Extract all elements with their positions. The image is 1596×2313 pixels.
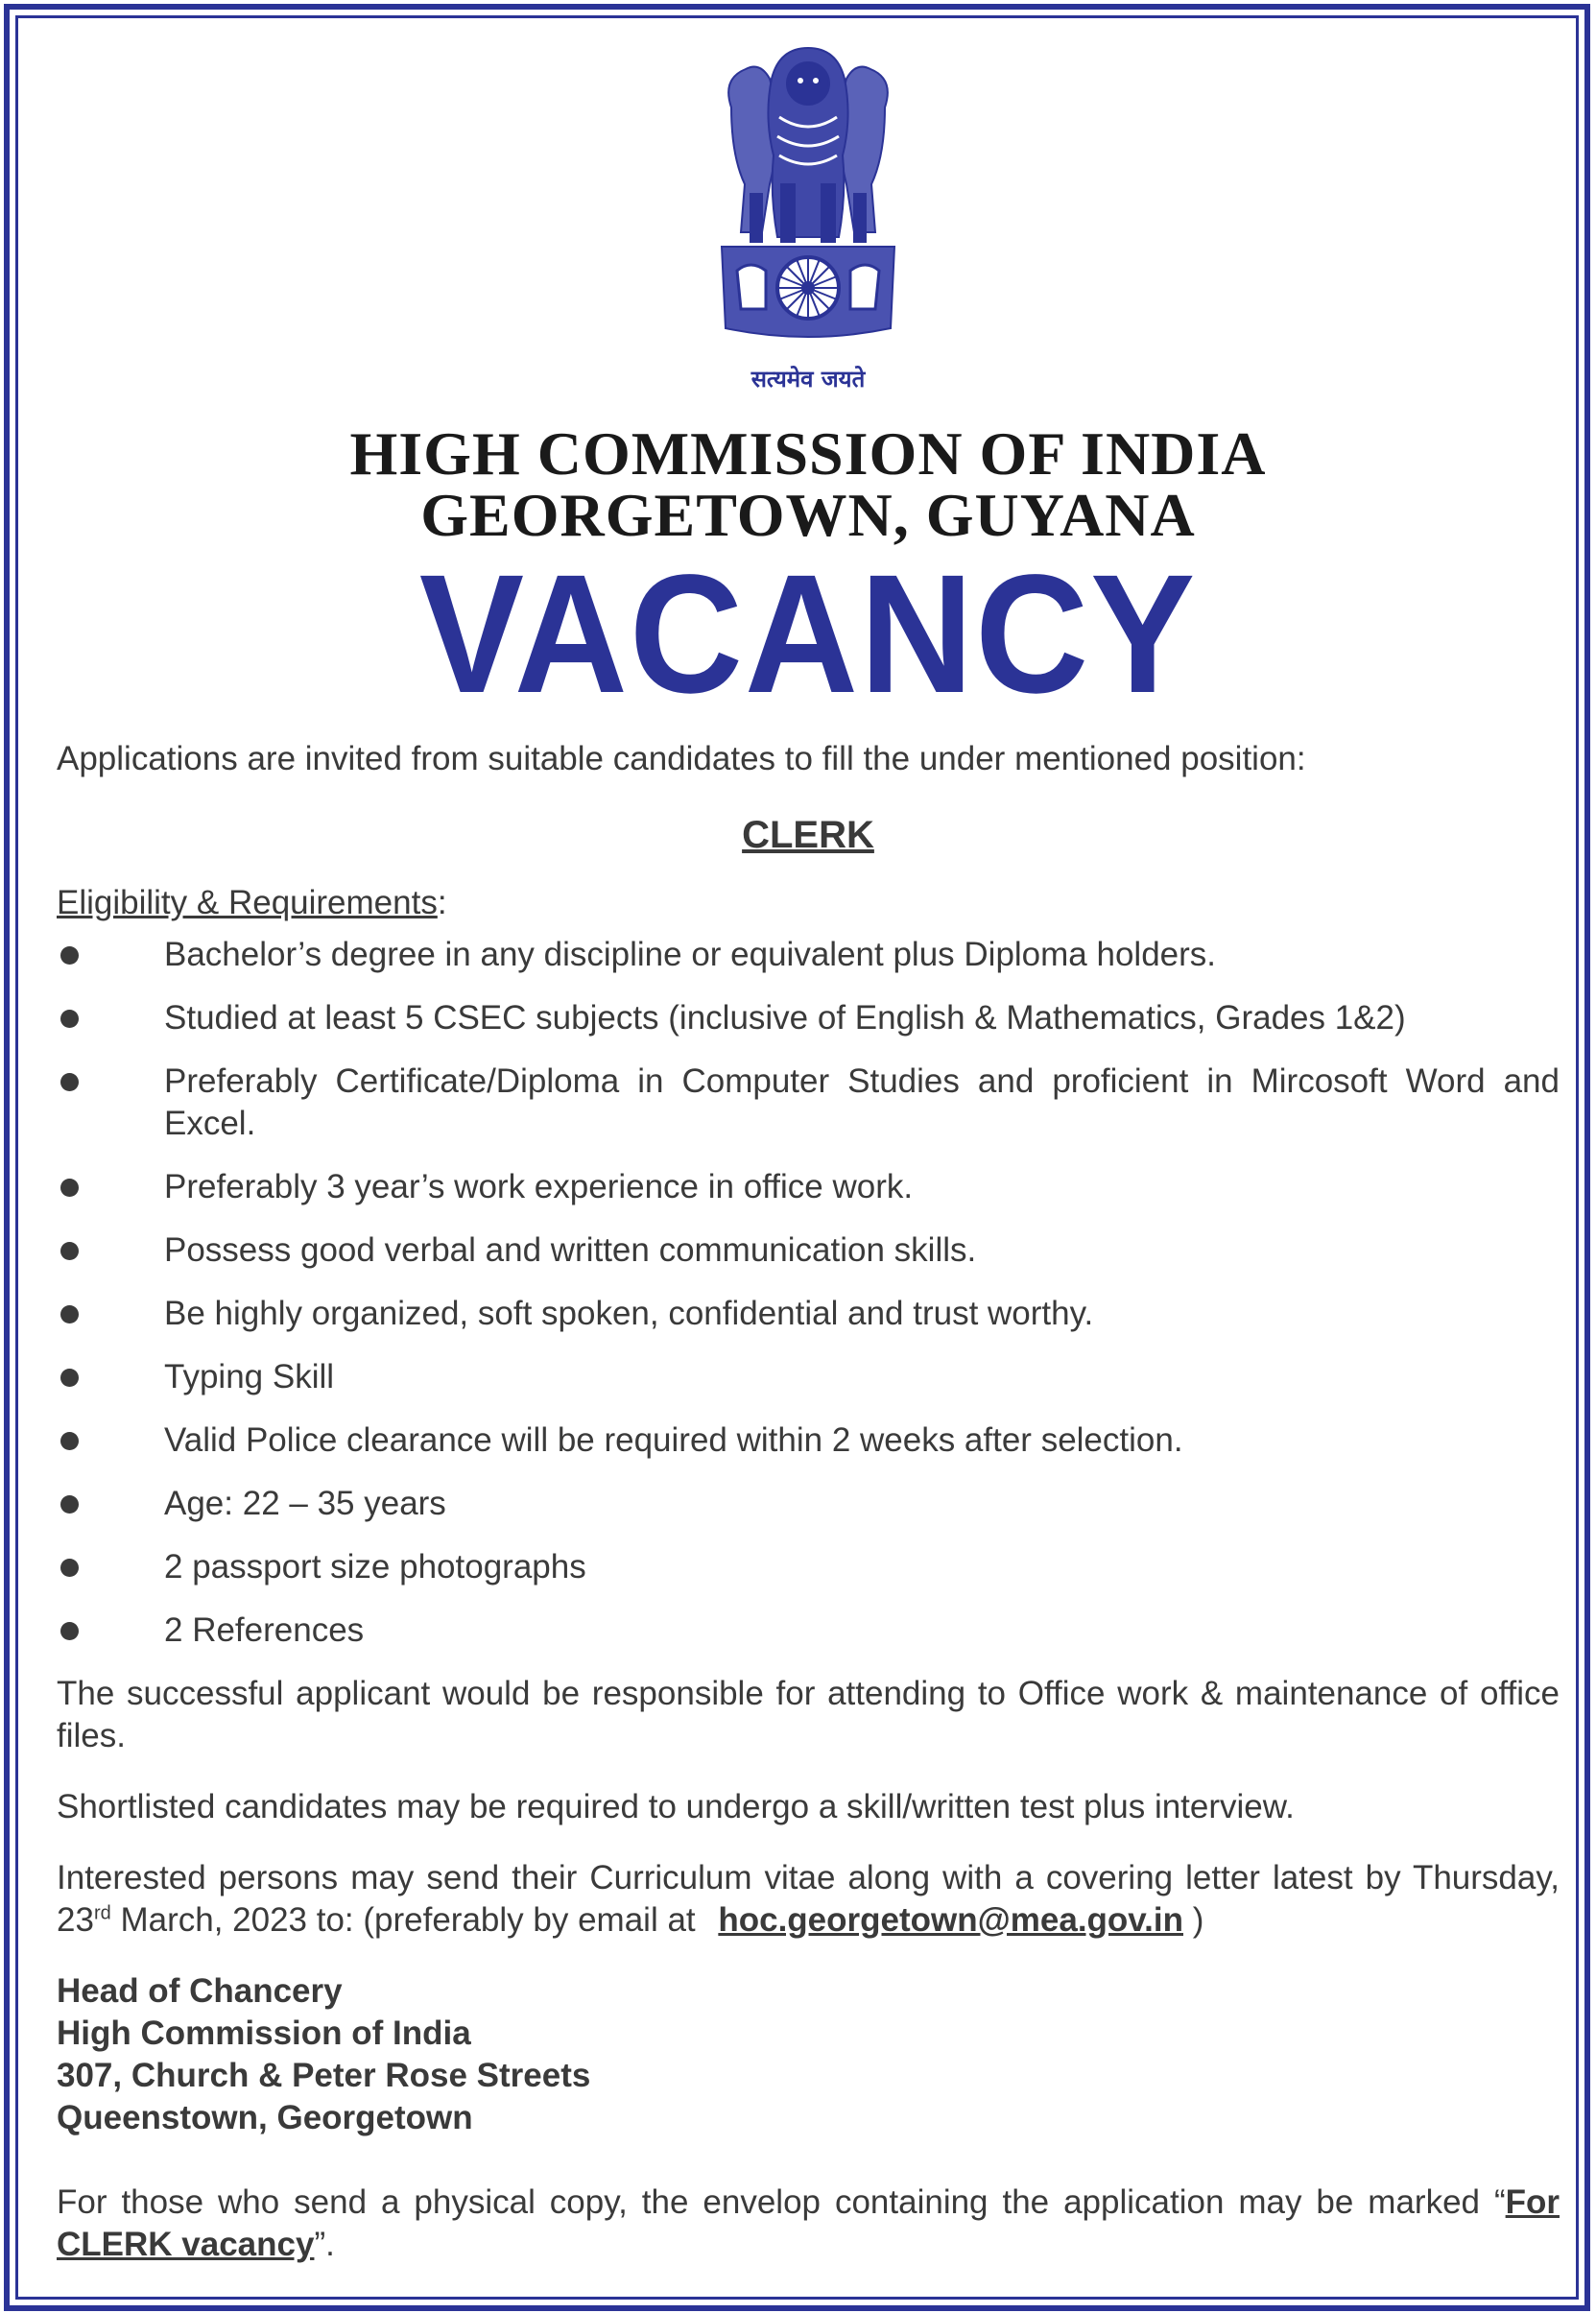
requirement-text: Bachelor’s degree in any discipline or equivalent plus Diploma holders.: [164, 936, 1217, 973]
state-emblem-icon: [703, 40, 914, 367]
bullet-icon: [60, 1179, 79, 1197]
list-item: [57, 934, 1560, 976]
requirement-text: Preferably Certificate/Diploma in Computer Studies and proficient in Mircosoft Word and Excel.: [164, 1062, 1560, 1142]
emblem-motto: सत्यमेव जयते: [750, 366, 866, 393]
bullet-icon: [60, 1559, 79, 1577]
address-line: Head of Chancery: [57, 1972, 343, 2010]
requirement-text: Typing Skill: [164, 1358, 335, 1395]
intro-text: Applications are invited from suitable candidates to fill the under mentioned position:: [57, 740, 1306, 777]
apply-text-2: March, 2023 to: (preferably by email at: [110, 1901, 705, 1939]
bullet-icon: [60, 1432, 79, 1450]
address-line: High Commission of India: [57, 2015, 471, 2052]
list-item: [57, 1166, 1560, 1208]
org-location: GEORGETOWN, GUYANA: [420, 481, 1196, 549]
eligibility-label: Eligibility & Requirements: [57, 884, 438, 921]
apply-text-1: Interested persons may send their Curriculum vitae along with a covering letter latest by Thursday, 23: [57, 1859, 1560, 1939]
envelope-marking: For CLERK vacancy: [57, 2183, 1560, 2263]
list-item: [57, 1483, 1560, 1525]
emblem-block: [693, 40, 923, 394]
requirement-text: Possess good verbal and written communication skills.: [164, 1231, 977, 1269]
footer-open-quote: “: [1493, 2183, 1506, 2221]
requirement-text: Be highly organized, soft spoken, confidential and trust worthy.: [164, 1295, 1094, 1332]
eligibility-colon: :: [437, 884, 447, 921]
date-ordinal: rd: [93, 1902, 111, 1924]
mailing-address: [57, 1970, 1560, 2139]
bullet-icon: [60, 1242, 79, 1260]
apply-text-3: ): [1183, 1901, 1204, 1939]
requirement-text: 2 References: [164, 1611, 365, 1649]
footer-close: ”.: [314, 2226, 335, 2263]
page-title: VACANCY: [418, 540, 1198, 728]
bullet-icon: [60, 1073, 79, 1091]
vacancy-notice: [57, 29, 1560, 2300]
requirement-text: Studied at least 5 CSEC subjects (inclusive of English & Mathematics, Grades 1&2): [164, 999, 1406, 1037]
org-name: HIGH COMMISSION OF INDIA: [349, 419, 1267, 488]
requirement-text: Age: 22 – 35 years: [164, 1485, 446, 1522]
requirement-text: 2 passport size photographs: [164, 1548, 586, 1586]
list-item: [57, 1229, 1560, 1272]
footer-note: [57, 2182, 1560, 2266]
requirement-text: Valid Police clearance will be required within 2 weeks after selection.: [164, 1421, 1183, 1459]
address-line: Queenstown, Georgetown: [57, 2099, 473, 2136]
shortlist-text: Shortlisted candidates may be required to undergo a skill/written test plus interview.: [57, 1788, 1295, 1825]
responsibility-text: The successful applicant would be responsible for attending to Office work & maintenance of office files.: [57, 1675, 1560, 1754]
footer-text: For those who send a physical copy, the envelop containing the application may be marked: [57, 2183, 1494, 2221]
bullet-icon: [60, 946, 79, 965]
email-link[interactable]: hoc.georgetown@mea.gov.in: [718, 1901, 1183, 1939]
eligibility-heading: [57, 884, 1560, 922]
bullet-icon: [60, 1010, 79, 1028]
application-instructions: [57, 1857, 1560, 1942]
requirement-text: Preferably 3 year’s work experience in office work.: [164, 1168, 914, 1205]
bullet-icon: [60, 1369, 79, 1387]
list-item: [57, 1610, 1560, 1652]
list-item: [57, 1419, 1560, 1462]
list-item: [57, 1356, 1560, 1398]
list-item: [57, 997, 1560, 1039]
bullet-icon: [60, 1622, 79, 1640]
list-item: [57, 1293, 1560, 1335]
bullet-icon: [60, 1305, 79, 1323]
address-line: 307, Church & Peter Rose Streets: [57, 2057, 591, 2094]
requirements-list: [57, 934, 1560, 1652]
list-item: [57, 1546, 1560, 1588]
bullet-icon: [60, 1495, 79, 1514]
position-title: CLERK: [742, 814, 874, 856]
list-item: [57, 1061, 1560, 1145]
